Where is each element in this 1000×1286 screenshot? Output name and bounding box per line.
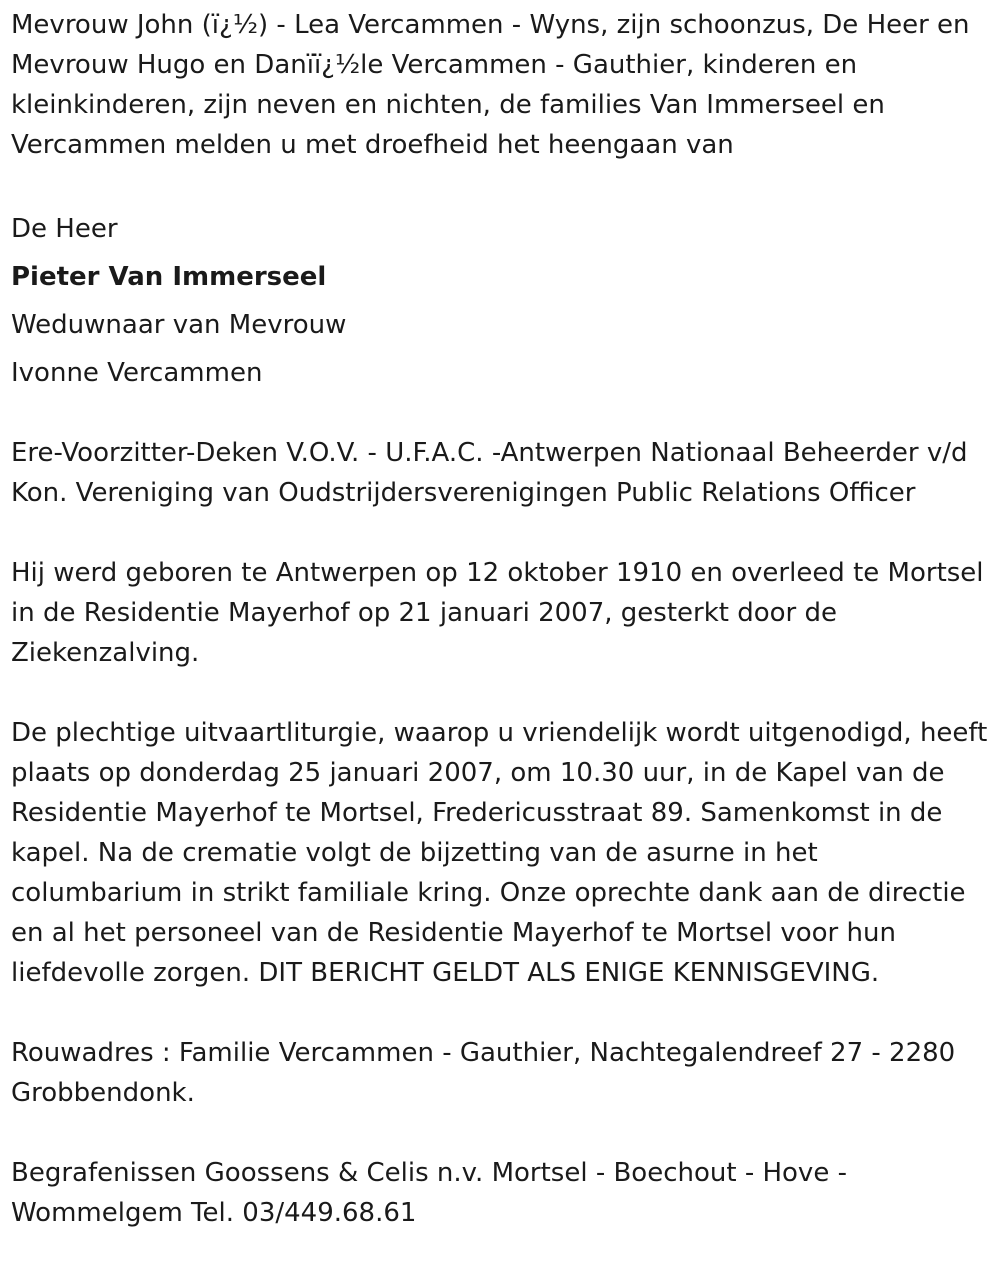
mourning-address: Rouwadres : Familie Vercammen - Gauthier, Nachtegalendreef 27 - 2280 Grobbendonk. [11, 1038, 956, 1108]
functions-paragraph: Ere-Voorzitter-Deken V.O.V. - U.F.A.C. -Antwerpen Nationaal Beheerder v/d Kon. Vereniging van Oudstrijdersverenigingen Public Relations Officer [11, 438, 968, 508]
ceremony-paragraph: De plechtige uitvaartliturgie, waarop u vriendelijk wordt uitgenodigd, heeft plaats op donderdag 25 januari 2007, om 10.30 uur, in de Kapel van de Residentie Mayerhof te Mortsel, Fredericusstraat 89. Samenkomst in de kapel. Na de crematie volgt de bijzetting van de asurne in het columbarium in strikt familiale kring. Onze oprechte dank aan de directie en al het personeel van de Residentie Mayerhof te Mortsel voor hun liefdevolle zorgen. DIT BERICHT GELDT ALS ENIGE KENNISGEVING. [11, 718, 988, 988]
deceased-name: Pieter Van Immerseel [11, 262, 327, 292]
birth-death-paragraph: Hij werd geboren te Antwerpen op 12 oktober 1910 en overleed te Mortsel in de Residentie Mayerhof op 21 januari 2007, gesterkt door de Ziekenzalving. [11, 558, 984, 668]
intro-paragraph: Mevrouw John (ï¿½) - Lea Vercammen - Wyns, zijn schoonzus, De Heer en Mevrouw Hugo en Danïï¿½le Vercammen - Gauthier, kinderen en kleinkinderen, zijn neven en nichten, de families Van Immerseel en Vercammen melden u met droefheid het heengaan van [11, 10, 970, 160]
spouse-line-2: Ivonne Vercammen [11, 358, 263, 388]
deceased-title: De Heer [11, 214, 118, 244]
funeral-home: Begrafenissen Goossens & Celis n.v. Mortsel - Boechout - Hove - Wommelgem Tel. 03/449.68.61 [11, 1158, 847, 1228]
spouse-line-1: Weduwnaar van Mevrouw [11, 310, 347, 340]
